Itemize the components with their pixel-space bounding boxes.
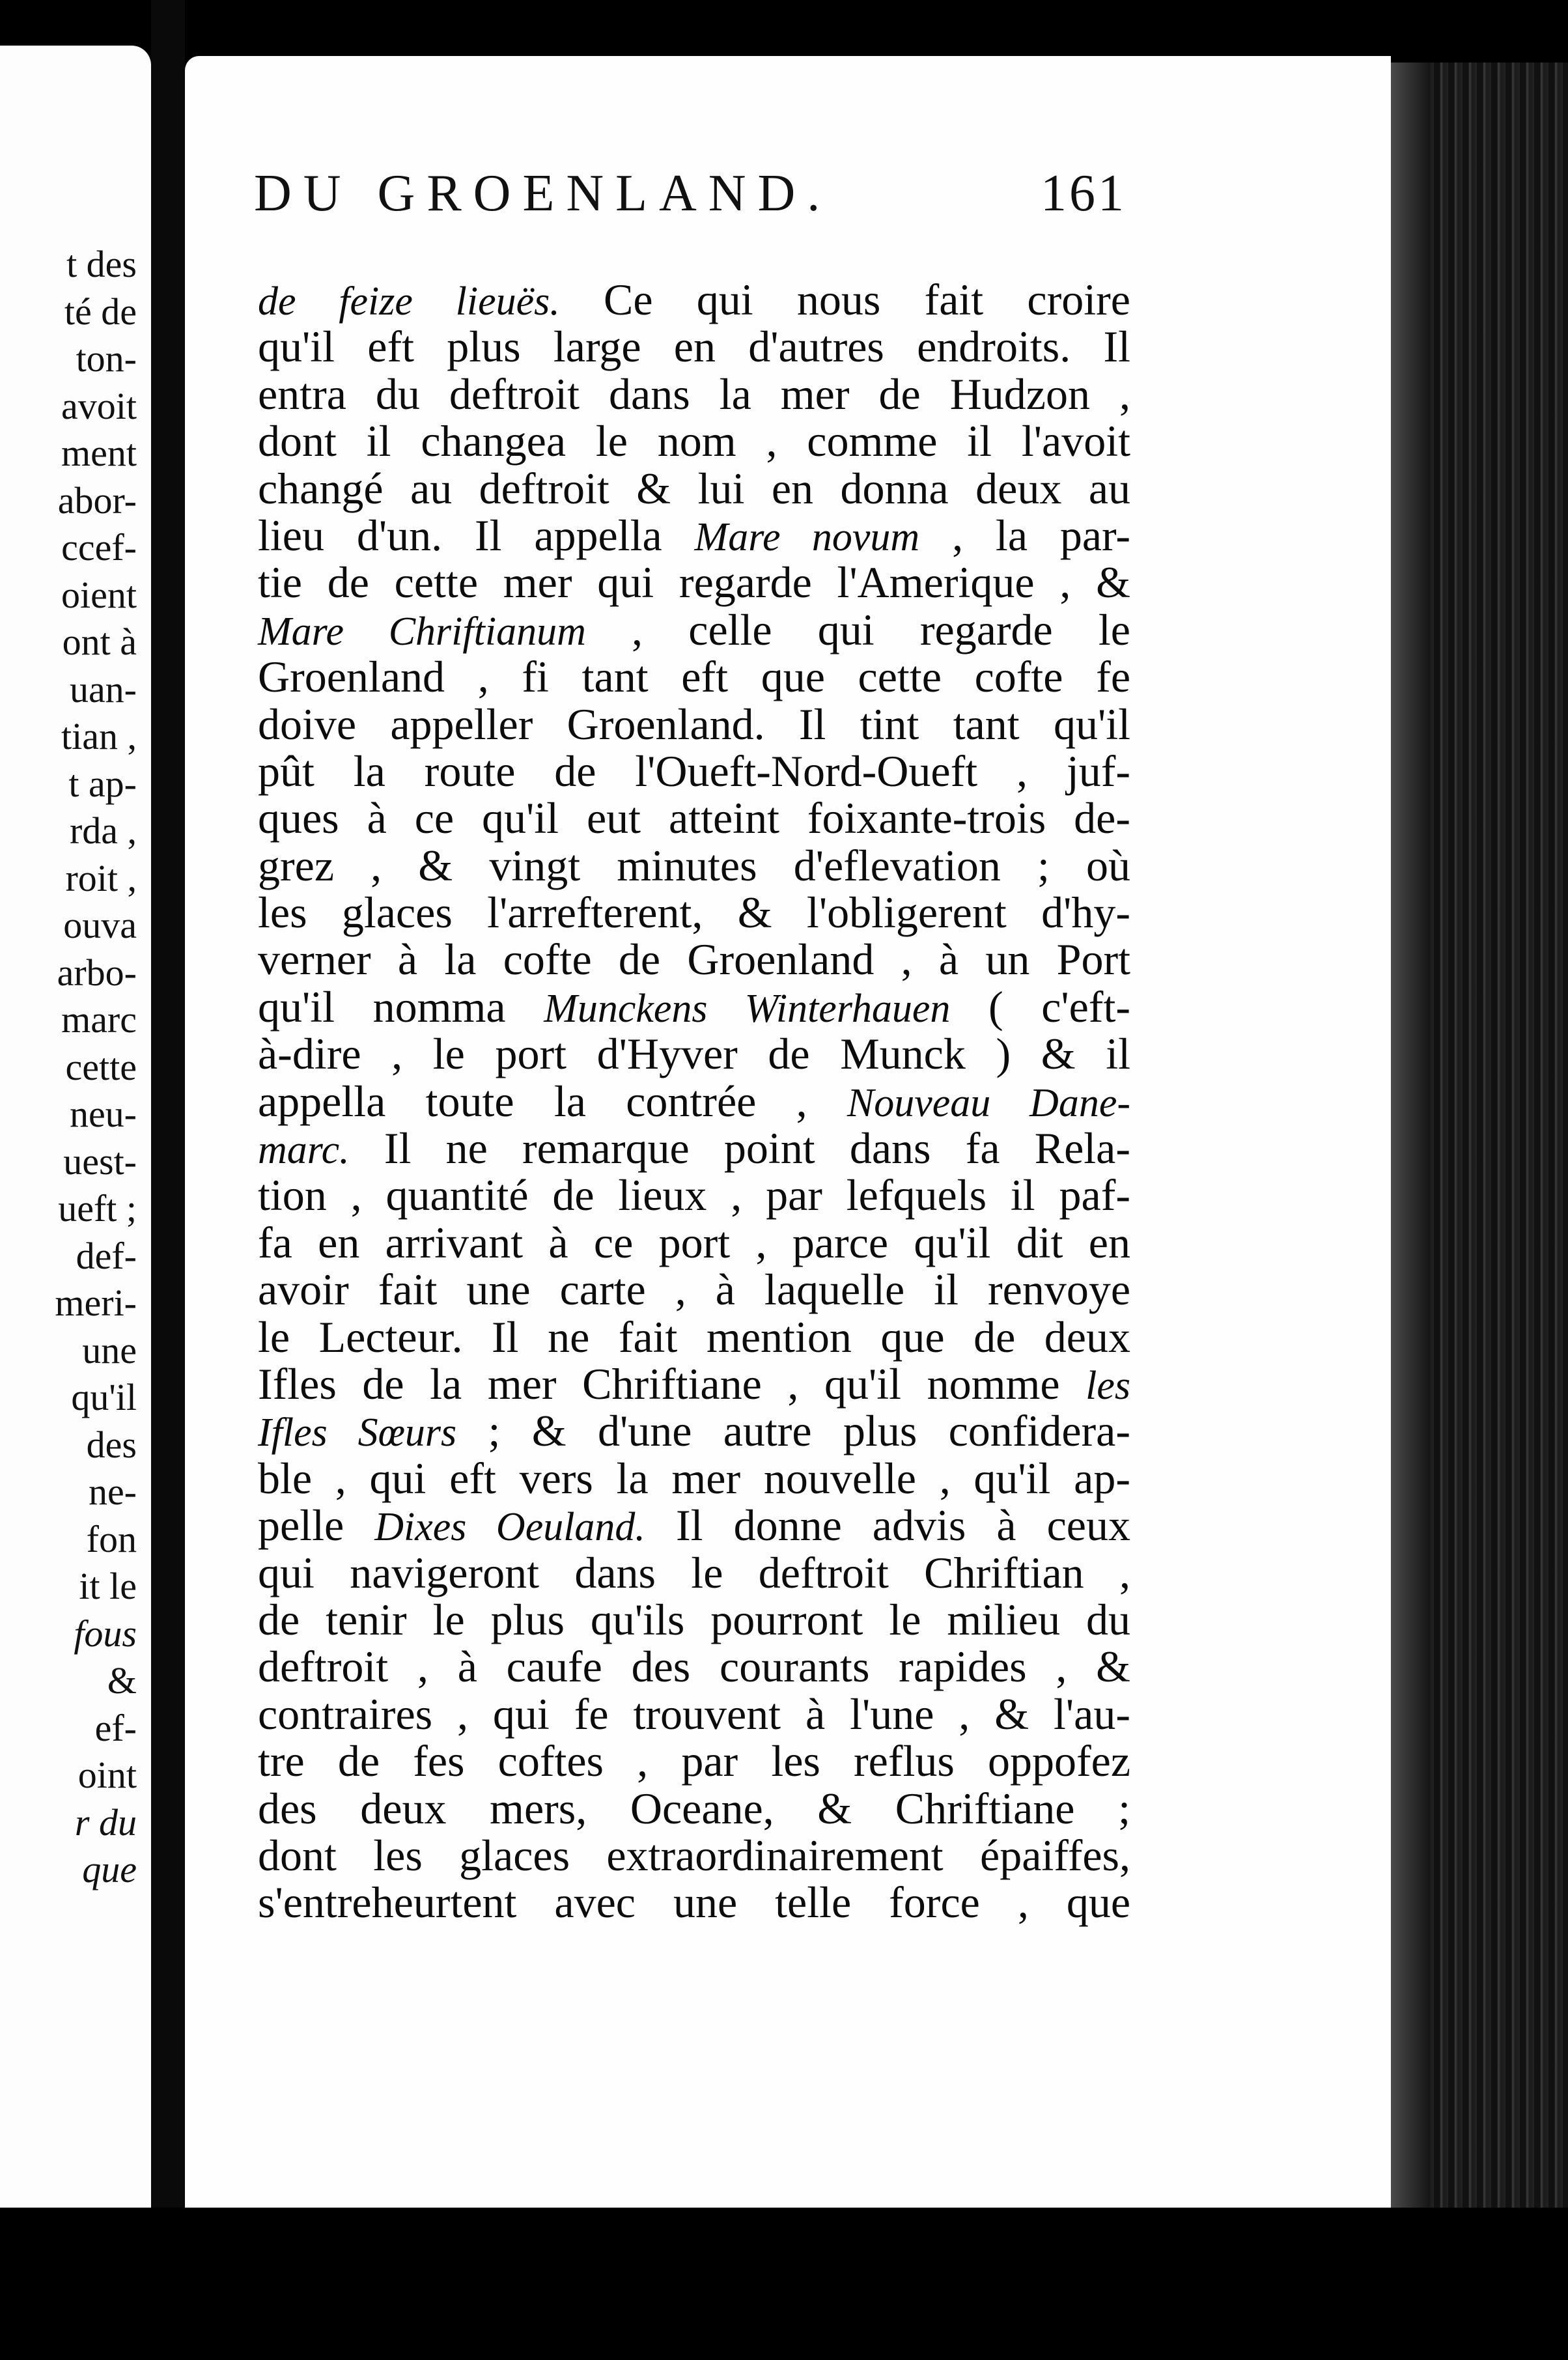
text-line (258, 1078, 1130, 1125)
left-page-fragment (0, 46, 151, 2208)
left-page-line: ueft ; (58, 1187, 137, 1229)
text-line (258, 1549, 1130, 1596)
italic-phrase: Mare Chriftianum (258, 609, 586, 654)
italic-phrase: Mare novum (694, 514, 920, 559)
text-segment: le Lecteur. Il ne fait mention que de deux (258, 1312, 1130, 1362)
text-line (258, 371, 1130, 417)
text-segment: doive appeller Groenland. Il tint tant qu'il (258, 699, 1130, 749)
text-line (258, 983, 1130, 1030)
scan-background (0, 2208, 1568, 2360)
text-line (258, 748, 1130, 794)
text-segment: Ifles de la mer Chriftiane , qu'il nomme (258, 1358, 1086, 1409)
text-line (258, 1691, 1130, 1737)
text-segment: qu'il nomma (258, 981, 544, 1032)
text-segment: Il donne advis à ceux (645, 1500, 1130, 1551)
left-page-line: des (86, 1423, 137, 1466)
text-segment: , la par- (919, 510, 1130, 560)
text-segment: pelle (258, 1500, 375, 1551)
left-page-line: une (82, 1328, 137, 1371)
text-segment: tion , quantité de lieux , par lefquels il paf- (258, 1170, 1130, 1220)
left-page-line: fon (86, 1517, 137, 1560)
left-page-line: uest- (63, 1140, 137, 1183)
text-line (258, 1030, 1130, 1077)
italic-phrase: Munckens Winterhauen (544, 986, 951, 1031)
text-line (258, 1502, 1130, 1549)
text-line (258, 417, 1130, 464)
left-page-line: que (82, 1848, 137, 1890)
text-line (258, 1172, 1130, 1218)
left-page-line: rda , (69, 809, 137, 852)
italic-phrase: marc. (258, 1128, 350, 1173)
text-line (258, 1360, 1130, 1407)
text-line (258, 1407, 1130, 1454)
text-segment: tre de fes coftes , par les reflus oppofez (258, 1736, 1130, 1786)
left-page-line: arbo- (57, 951, 137, 994)
text-segment: changé au deftroit & lui en donna deux au (258, 463, 1130, 513)
text-segment: ( c'eft- (950, 981, 1130, 1032)
text-segment: tie de cette mer qui regarde l'Amerique , & (258, 557, 1130, 608)
text-line (258, 1832, 1130, 1879)
text-line (258, 1455, 1130, 1502)
text-segment: les glaces l'arrefterent, & l'obligerent d'hy- (258, 888, 1130, 938)
text-segment: qui navigeront dans le deftroit Chriftian , (258, 1547, 1130, 1597)
text-segment: entra du deftroit dans la mer de Hudzon , (258, 369, 1130, 419)
left-page-line: fous (74, 1612, 137, 1655)
text-segment: verner à la cofte de Groenland , à un Port (258, 934, 1130, 985)
book-gutter (151, 0, 185, 2360)
text-segment: appella toute la contrée , (258, 1076, 847, 1126)
running-head-title: DU GROENLAND. (254, 165, 832, 222)
text-line (258, 1643, 1130, 1690)
left-page-line: oient (61, 573, 137, 616)
text-segment: fa en arrivant à ce port , parce qu'il dit en (258, 1217, 1130, 1267)
text-segment: des deux mers, Oceane, & Chriftiane ; (258, 1783, 1130, 1833)
text-segment: dont il changea le nom , comme il l'avoit (258, 416, 1130, 466)
text-line (258, 889, 1130, 936)
text-line (258, 1219, 1130, 1266)
left-page-line: it le (79, 1565, 137, 1607)
left-page-line: té de (64, 290, 137, 333)
left-page-line: ccef- (61, 526, 137, 569)
text-line (258, 465, 1130, 512)
left-page-line: def- (76, 1234, 137, 1277)
text-segment: ; & d'une autre plus confidera- (456, 1406, 1130, 1456)
text-line (258, 512, 1130, 559)
left-page-line: marc (61, 998, 137, 1041)
text-segment: de tenir le plus qu'ils pourront le milieu du (258, 1594, 1130, 1644)
text-line (258, 1266, 1130, 1313)
text-segment: grez , & vingt minutes d'eflevation ; où (258, 840, 1130, 890)
left-page-line: & (107, 1659, 137, 1702)
italic-phrase: Dixes Oeuland. (374, 1505, 645, 1550)
left-page-line: ment (61, 432, 137, 474)
italic-phrase: Nouveau Dane- (847, 1080, 1130, 1125)
text-line (258, 794, 1130, 841)
text-line (258, 936, 1130, 983)
left-page-line: oint (77, 1754, 137, 1796)
left-page-line: avoit (61, 384, 137, 427)
text-line (258, 606, 1130, 653)
text-segment: pût la route de l'Oueft-Nord-Oueft , juf- (258, 746, 1130, 796)
text-segment: deftroit , à caufe des courants rapides , & (258, 1642, 1130, 1692)
left-page-line: meri- (55, 1282, 137, 1324)
italic-phrase: de feize lieuës. (258, 279, 560, 324)
left-page-line: r du (74, 1801, 137, 1844)
body-text (258, 276, 1130, 1926)
italic-phrase: Ifles Sœurs (258, 1411, 457, 1455)
italic-phrase: les (1085, 1363, 1130, 1408)
running-head (254, 164, 1127, 223)
text-line (258, 1879, 1130, 1926)
left-page-line: roit , (65, 856, 137, 899)
text-segment: Groenland , fi tant eft que cette cofte fe (258, 652, 1130, 702)
text-line (258, 559, 1130, 606)
text-segment: , celle qui regarde le (585, 604, 1130, 654)
left-page-line: ne- (88, 1470, 137, 1513)
left-page-line: t des (66, 243, 137, 285)
text-segment: dont les glaces extraordinairement épaiffes, (258, 1830, 1130, 1880)
text-line (258, 276, 1130, 323)
text-segment: ques à ce qu'il eut atteint foixante-trois de- (258, 793, 1130, 843)
text-line (258, 1737, 1130, 1784)
left-page-line: qu'il (71, 1376, 137, 1418)
left-page-line: ef- (94, 1706, 137, 1749)
text-line (258, 842, 1130, 889)
text-segment: ble , qui eft vers la mer nouvelle , qu'il ap- (258, 1453, 1130, 1503)
text-segment: Il ne remarque point dans fa Rela- (349, 1123, 1130, 1173)
left-page-line: ton- (76, 337, 137, 380)
left-page-line: abor- (57, 479, 137, 522)
left-page-line: tian , (61, 715, 137, 757)
left-page-line: neu- (69, 1093, 137, 1135)
left-page-line: ont à (62, 621, 137, 663)
text-line (258, 653, 1130, 700)
text-line (258, 1313, 1130, 1360)
left-page-lines (55, 241, 137, 1894)
text-line (258, 1125, 1130, 1172)
text-segment: avoir fait une carte , à laquelle il renvoye (258, 1265, 1130, 1315)
left-page-line: t ap- (68, 762, 137, 805)
text-line (258, 701, 1130, 748)
text-segment: à-dire , le port d'Hyver de Munck ) & il (258, 1029, 1130, 1079)
text-line (258, 1596, 1130, 1643)
left-page-line: cette (65, 1045, 137, 1088)
text-segment: Ce qui nous fait croire (559, 275, 1130, 324)
text-line (258, 1785, 1130, 1832)
left-page-line: ouva (63, 904, 137, 946)
page-number: 161 (1041, 165, 1127, 222)
text-segment: s'entreheurtent avec une telle force , que (258, 1877, 1130, 1928)
left-page-line: uan- (69, 667, 137, 710)
text-segment: contraires , qui fe trouvent à l'une , & l'au- (258, 1689, 1130, 1739)
page-edge-shade (1391, 63, 1430, 2238)
text-line (258, 323, 1130, 370)
text-segment: qu'il eft plus large en d'autres endroits. Il (258, 322, 1130, 372)
text-segment: lieu d'un. Il appella (258, 510, 695, 560)
